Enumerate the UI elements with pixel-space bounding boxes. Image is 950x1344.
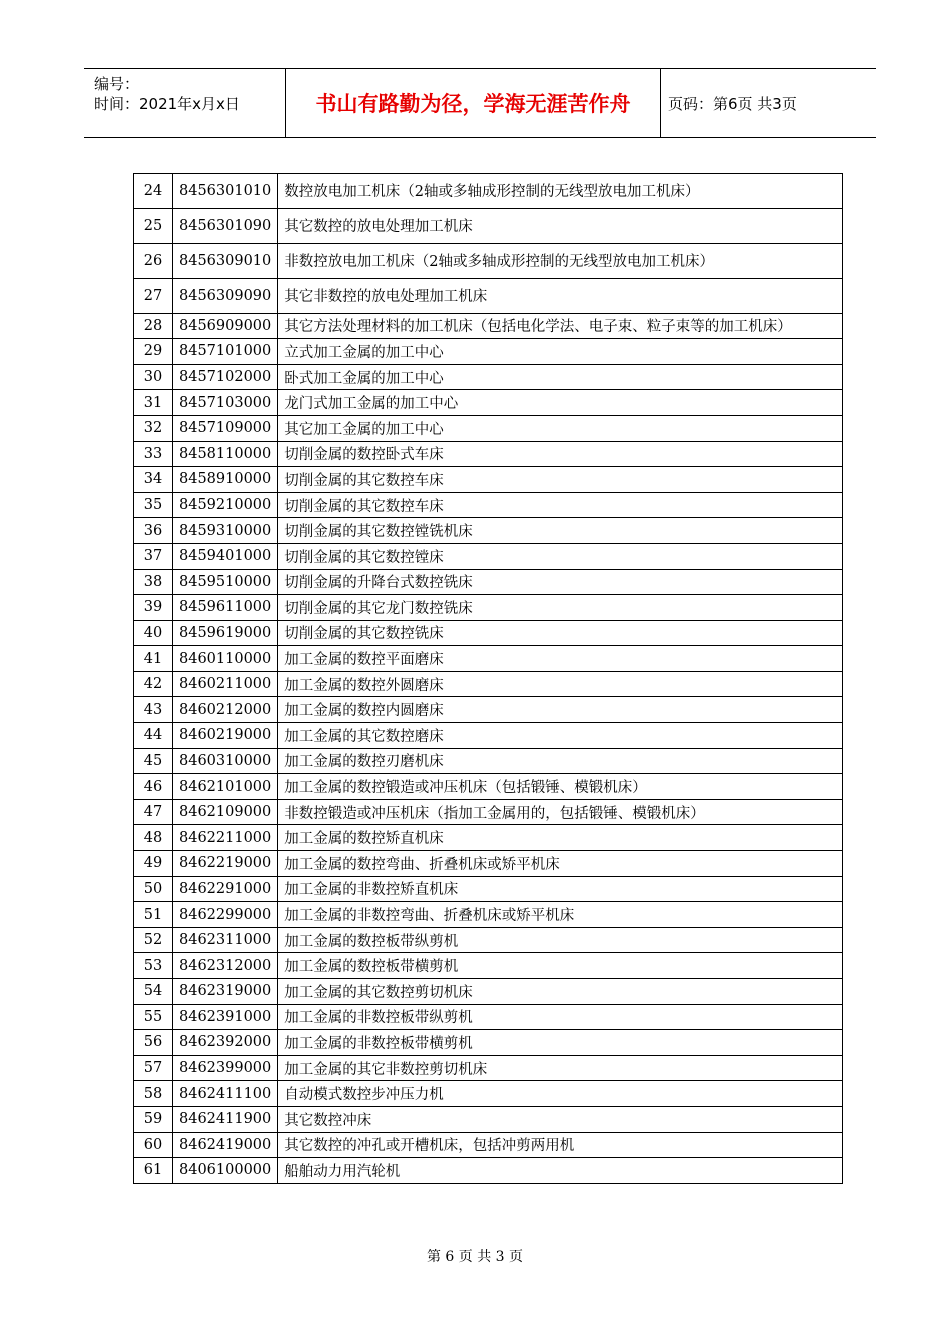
header-motto: 书山有路勤为径，学海无涯苦作舟 [285, 69, 661, 137]
table-row [134, 748, 843, 774]
hs-code: 8459510000 [173, 569, 278, 595]
row-number: 57 [134, 1055, 173, 1081]
table-row [134, 620, 843, 646]
table-row [134, 339, 843, 365]
row-number: 48 [134, 825, 173, 851]
hs-code: 8457103000 [173, 390, 278, 416]
item-name: 龙门式加工金属的加工中心 [278, 390, 843, 416]
row-number: 32 [134, 415, 173, 441]
hs-code: 8459611000 [173, 595, 278, 621]
table-row [134, 927, 843, 953]
row-number: 50 [134, 876, 173, 902]
row-number: 39 [134, 595, 173, 621]
hs-code: 8456309010 [173, 243, 278, 278]
hs-code: 8462299000 [173, 902, 278, 928]
table-row [134, 979, 843, 1005]
item-name: 其它加工金属的加工中心 [278, 415, 843, 441]
document-number-label: 编号： [94, 75, 140, 93]
item-name: 加工金属的数控外圆磨床 [278, 671, 843, 697]
table-row [134, 174, 843, 209]
item-name: 加工金属的非数控板带横剪机 [278, 1030, 843, 1056]
table-row [134, 390, 843, 416]
item-name: 加工金属的非数控弯曲、折叠机床或矫平机床 [278, 902, 843, 928]
row-number: 27 [134, 278, 173, 313]
hs-code: 8456909000 [173, 313, 278, 339]
hs-code: 8459401000 [173, 543, 278, 569]
hs-code: 8462219000 [173, 851, 278, 877]
row-number: 26 [134, 243, 173, 278]
item-name: 自动模式数控步冲压力机 [278, 1081, 843, 1107]
machine-tool-table [133, 173, 843, 1184]
hs-code: 8462392000 [173, 1030, 278, 1056]
table-row [134, 441, 843, 467]
item-name: 加工金属的其它非数控剪切机床 [278, 1055, 843, 1081]
row-number: 44 [134, 723, 173, 749]
row-number: 31 [134, 390, 173, 416]
document-time-label: 时间：2021年x月x日 [94, 95, 240, 113]
row-number: 59 [134, 1106, 173, 1132]
item-name: 加工金属的数控平面磨床 [278, 646, 843, 672]
hs-code: 8457102000 [173, 364, 278, 390]
row-number: 43 [134, 697, 173, 723]
item-name: 其它数控冲床 [278, 1106, 843, 1132]
hs-code: 8462312000 [173, 953, 278, 979]
item-name: 非数控锻造或冲压机床（指加工金属用的，包括锻锤、模锻机床） [278, 799, 843, 825]
table-row [134, 953, 843, 979]
row-number: 56 [134, 1030, 173, 1056]
table-row [134, 1106, 843, 1132]
table-row [134, 569, 843, 595]
hs-code: 8462319000 [173, 979, 278, 1005]
item-name: 加工金属的数控矫直机床 [278, 825, 843, 851]
hs-code: 8462211000 [173, 825, 278, 851]
row-number: 35 [134, 492, 173, 518]
hs-code: 8459310000 [173, 518, 278, 544]
row-number: 60 [134, 1132, 173, 1158]
row-number: 33 [134, 441, 173, 467]
row-number: 28 [134, 313, 173, 339]
hs-code: 8406100000 [173, 1158, 278, 1184]
row-number: 29 [134, 339, 173, 365]
hs-code: 8462411100 [173, 1081, 278, 1107]
table-row [134, 723, 843, 749]
item-name: 切削金属的其它数控镗铣机床 [278, 518, 843, 544]
hs-code: 8460211000 [173, 671, 278, 697]
item-name: 切削金属的其它数控铣床 [278, 620, 843, 646]
page-footer: 第 6 页 共 3 页 [426, 1249, 524, 1265]
table-row [134, 876, 843, 902]
hs-code: 8462109000 [173, 799, 278, 825]
header-meta [84, 69, 284, 137]
item-name: 加工金属的其它数控磨床 [278, 723, 843, 749]
hs-code: 8462391000 [173, 1004, 278, 1030]
row-number: 34 [134, 467, 173, 493]
table-row [134, 543, 843, 569]
table-row [134, 774, 843, 800]
table-row [134, 415, 843, 441]
item-name: 其它数控的放电处理加工机床 [278, 208, 843, 243]
item-name: 加工金属的非数控板带纵剪机 [278, 1004, 843, 1030]
table-row [134, 646, 843, 672]
item-name: 切削金属的其它龙门数控铣床 [278, 595, 843, 621]
table-row [134, 799, 843, 825]
item-name: 加工金属的数控板带横剪机 [278, 953, 843, 979]
row-number: 51 [134, 902, 173, 928]
row-number: 58 [134, 1081, 173, 1107]
table-row [134, 492, 843, 518]
table-row [134, 1158, 843, 1184]
hs-code: 8457109000 [173, 415, 278, 441]
row-number: 41 [134, 646, 173, 672]
item-name: 船舶动力用汽轮机 [278, 1158, 843, 1184]
item-name: 加工金属的其它数控剪切机床 [278, 979, 843, 1005]
row-number: 53 [134, 953, 173, 979]
hs-code: 8456301010 [173, 174, 278, 209]
hs-code: 8462311000 [173, 927, 278, 953]
hs-code: 8460310000 [173, 748, 278, 774]
row-number: 40 [134, 620, 173, 646]
table-row [134, 1081, 843, 1107]
hs-code: 8456309090 [173, 278, 278, 313]
row-number: 24 [134, 174, 173, 209]
table-row [134, 1030, 843, 1056]
item-name: 其它方法处理材料的加工机床（包括电化学法、电子束、粒子束等的加工机床） [278, 313, 843, 339]
row-number: 55 [134, 1004, 173, 1030]
row-number: 54 [134, 979, 173, 1005]
row-number: 45 [134, 748, 173, 774]
item-name: 切削金属的升降台式数控铣床 [278, 569, 843, 595]
table-row [134, 364, 843, 390]
table-row [134, 243, 843, 278]
item-name: 加工金属的非数控矫直机床 [278, 876, 843, 902]
table-row [134, 595, 843, 621]
item-name: 加工金属的数控内圆磨床 [278, 697, 843, 723]
hs-code: 8460212000 [173, 697, 278, 723]
hs-code: 8462419000 [173, 1132, 278, 1158]
table-row [134, 851, 843, 877]
table-row [134, 1004, 843, 1030]
table-row [134, 278, 843, 313]
hs-code: 8462411900 [173, 1106, 278, 1132]
row-number: 46 [134, 774, 173, 800]
item-name: 加工金属的数控锻造或冲压机床（包括锻锤、模锻机床） [278, 774, 843, 800]
hs-code: 8459619000 [173, 620, 278, 646]
hs-code: 8462291000 [173, 876, 278, 902]
row-number: 38 [134, 569, 173, 595]
item-name: 加工金属的数控板带纵剪机 [278, 927, 843, 953]
table-row [134, 1055, 843, 1081]
hs-code: 8460110000 [173, 646, 278, 672]
row-number: 42 [134, 671, 173, 697]
item-name: 切削金属的其它数控车床 [278, 492, 843, 518]
item-name: 数控放电加工机床（2轴或多轴成形控制的无线型放电加工机床） [278, 174, 843, 209]
row-number: 25 [134, 208, 173, 243]
hs-code: 8460219000 [173, 723, 278, 749]
item-name: 其它非数控的放电处理加工机床 [278, 278, 843, 313]
item-name: 非数控放电加工机床（2轴或多轴成形控制的无线型放电加工机床） [278, 243, 843, 278]
item-name: 切削金属的其它数控车床 [278, 467, 843, 493]
header-page-info: 页码：第6页 共3页 [668, 94, 797, 113]
table-row [134, 825, 843, 851]
table-row [134, 518, 843, 544]
item-name: 切削金属的其它数控镗床 [278, 543, 843, 569]
hs-code: 8456301090 [173, 208, 278, 243]
hs-code: 8459210000 [173, 492, 278, 518]
hs-code: 8458910000 [173, 467, 278, 493]
hs-code: 8458110000 [173, 441, 278, 467]
row-number: 61 [134, 1158, 173, 1184]
table-row [134, 467, 843, 493]
table-row [134, 208, 843, 243]
row-number: 36 [134, 518, 173, 544]
item-name: 其它数控的冲孔或开槽机床，包括冲剪两用机 [278, 1132, 843, 1158]
table-row [134, 697, 843, 723]
hs-code: 8462101000 [173, 774, 278, 800]
hs-code: 8457101000 [173, 339, 278, 365]
row-number: 37 [134, 543, 173, 569]
table-body [134, 174, 843, 1184]
table-row [134, 1132, 843, 1158]
hs-code: 8462399000 [173, 1055, 278, 1081]
item-name: 切削金属的数控卧式车床 [278, 441, 843, 467]
item-name: 卧式加工金属的加工中心 [278, 364, 843, 390]
row-number: 30 [134, 364, 173, 390]
row-number: 52 [134, 927, 173, 953]
page-header [84, 68, 876, 138]
table-row [134, 313, 843, 339]
table-row [134, 902, 843, 928]
row-number: 49 [134, 851, 173, 877]
row-number: 47 [134, 799, 173, 825]
table-row [134, 671, 843, 697]
item-name: 加工金属的数控刃磨机床 [278, 748, 843, 774]
item-name: 立式加工金属的加工中心 [278, 339, 843, 365]
item-name: 加工金属的数控弯曲、折叠机床或矫平机床 [278, 851, 843, 877]
